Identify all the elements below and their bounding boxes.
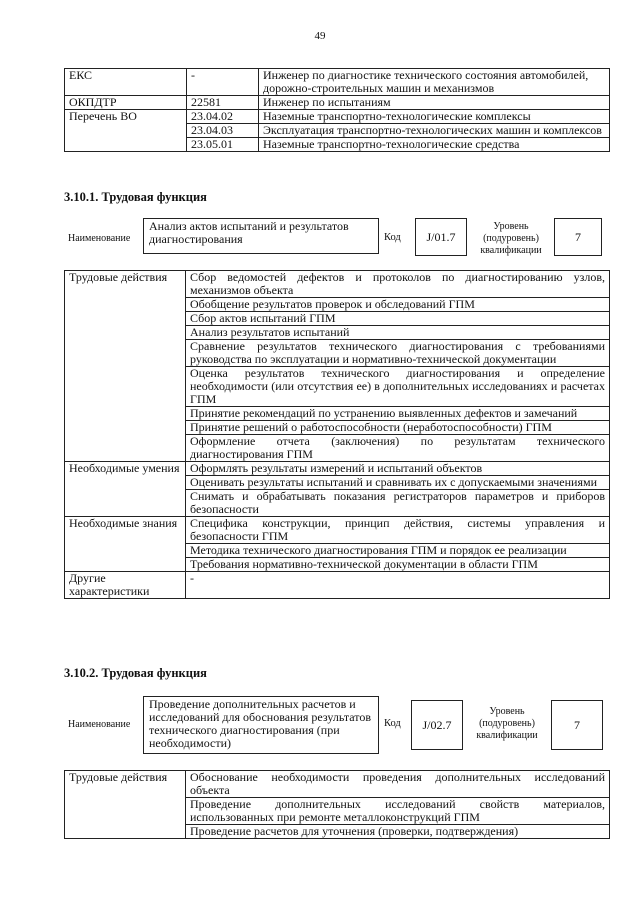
function-name-box: Проведение дополнительных расчетов и исследований для обоснования результатов технического диагностирования (при необходимости) <box>143 696 379 754</box>
code-title-cell: Наземные транспортно-технологические комплексы <box>259 110 610 124</box>
code-cell: 23.04.03 <box>187 124 259 138</box>
level-label: Уровень (подуровень) квалификации <box>480 221 542 256</box>
table-cell: Специфика конструкции, принцип действия, системы управления и безопасности ГПМ <box>186 517 610 544</box>
table-cell: Принятие решений о работоспособности (неработоспособности) ГПМ <box>186 421 610 435</box>
name-label: Наименование <box>68 719 131 730</box>
table-cell: Обоснование необходимости проведения дополнительных исследований объекта <box>186 771 610 798</box>
table-cell: Оформление отчета (заключения) по результатам технического диагностирования ГПМ <box>186 435 610 462</box>
table-row <box>65 69 610 96</box>
table-cell: Анализ результатов испытаний <box>186 326 610 340</box>
table-cell: Проведение расчетов для уточнения (проверки, подтверждения) <box>186 825 610 839</box>
function-name-box: Анализ актов испытаний и результатов диагностирования <box>143 218 379 254</box>
table-row <box>65 110 610 124</box>
table-cell: Сбор актов испытаний ГПМ <box>186 312 610 326</box>
table-cell: Сравнение результатов технического диагностирования с требованиями руководства по эксплуатации и нормативно-технической документации <box>186 340 610 367</box>
function-name-block <box>64 218 610 262</box>
code-cell: 23.05.01 <box>187 138 259 152</box>
table-row <box>65 771 610 798</box>
code-system-cell: ОКПДТР <box>65 96 187 110</box>
function-code-box: J/01.7 <box>415 218 467 256</box>
code-system-cell: ЕКС <box>65 69 187 96</box>
table-cell: Снимать и обрабатывать показания регистраторов параметров и приборов безопасности <box>186 490 610 517</box>
category-cell: Необходимые знания <box>65 517 186 572</box>
code-title-cell: Наземные транспортно-технологические средства <box>259 138 610 152</box>
page-number: 49 <box>314 30 326 42</box>
table-row <box>65 462 610 476</box>
level-label: Уровень (подуровень) квалификации <box>476 706 538 741</box>
category-cell: Трудовые действия <box>65 771 186 839</box>
table-row <box>65 517 610 544</box>
table-row <box>65 572 610 599</box>
code-title-cell: Инженер по диагностике технического состояния автомобилей, дорожно-строительных машин и механизмов <box>259 69 610 96</box>
code-cell: 22581 <box>187 96 259 110</box>
table-cell: Требования нормативно-технической документации в области ГПМ <box>186 558 610 572</box>
table-cell: Оформлять результаты измерений и испытаний объектов <box>186 462 610 476</box>
section-heading: 3.10.1. Трудовая функция <box>64 190 207 204</box>
code-label: Код <box>384 718 401 729</box>
function-table <box>64 270 610 599</box>
code-title-cell: Эксплуатация транспортно-технологических машин и комплексов <box>259 124 610 138</box>
level-box: 7 <box>551 700 603 750</box>
code-cell: 23.04.02 <box>187 110 259 124</box>
level-box: 7 <box>554 218 602 256</box>
table-cell: - <box>186 572 610 599</box>
code-cell: - <box>187 69 259 96</box>
table-cell: Сбор ведомостей дефектов и протоколов по диагностированию узлов, механизмов объекта <box>186 271 610 298</box>
table-cell: Обобщение результатов проверок и обследований ГПМ <box>186 298 610 312</box>
table-cell: Проведение дополнительных исследований свойств материалов, использованных при ремонте металлоконструкций ГПМ <box>186 798 610 825</box>
function-table <box>64 770 610 839</box>
function-code-box: J/02.7 <box>411 700 463 750</box>
table-cell: Принятие рекомендаций по устранению выявленных дефектов и замечаний <box>186 407 610 421</box>
category-cell: Необходимые умения <box>65 462 186 517</box>
code-label: Код <box>384 232 401 243</box>
table-cell: Оценивать результаты испытаний и сравнивать их с допускаемыми значениями <box>186 476 610 490</box>
category-cell: Трудовые действия <box>65 271 186 462</box>
category-cell: Другие характеристики <box>65 572 186 599</box>
function-name-block <box>64 696 610 756</box>
table-row <box>65 96 610 110</box>
section-heading: 3.10.2. Трудовая функция <box>64 666 207 680</box>
table-cell: Оценка результатов технического диагностирования и определение необходимости (или отсутствия ее) в дополнительных исследованиях и расчетах ГПМ <box>186 367 610 407</box>
code-title-cell: Инженер по испытаниям <box>259 96 610 110</box>
table-cell: Методика технического диагностирования ГПМ и порядок ее реализации <box>186 544 610 558</box>
table-row <box>65 271 610 298</box>
name-label: Наименование <box>68 233 131 244</box>
codes-table <box>64 68 610 152</box>
code-system-cell: Перечень ВО <box>65 110 187 152</box>
